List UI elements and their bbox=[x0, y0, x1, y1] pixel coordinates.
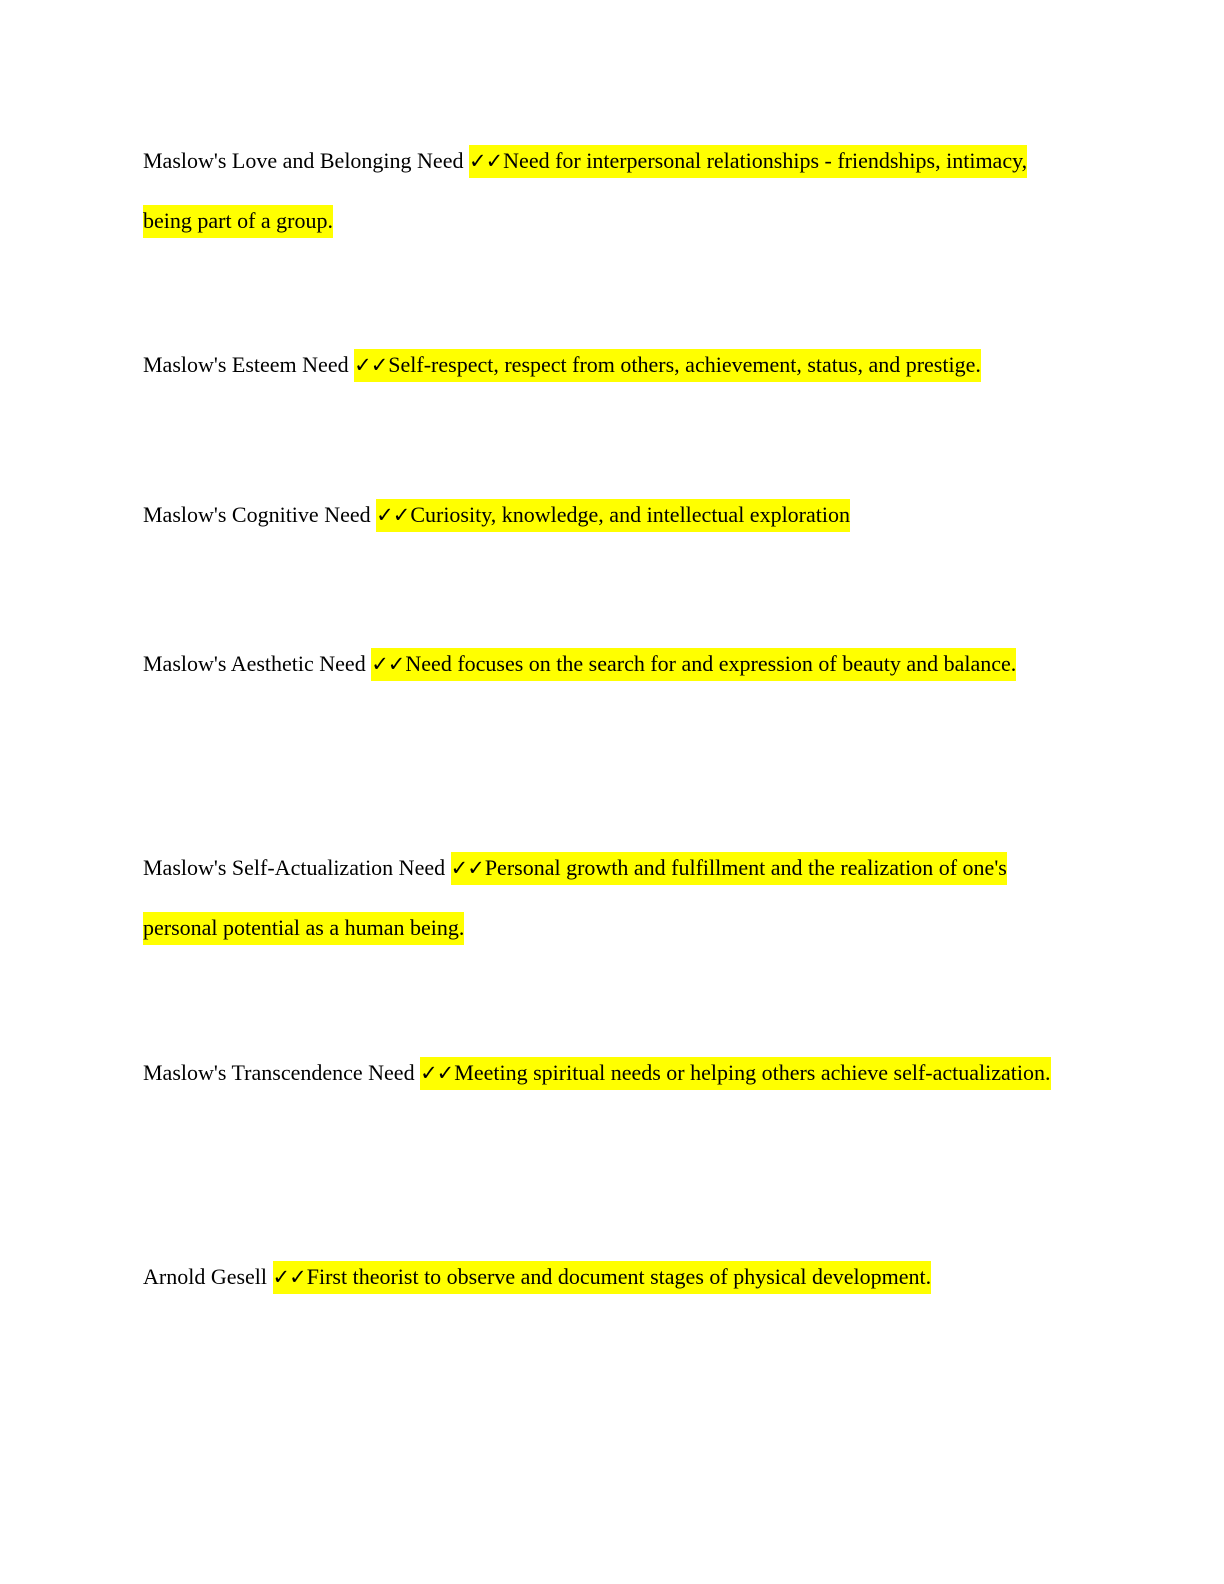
entry-term: Maslow's Transcendence Need bbox=[143, 1060, 415, 1085]
flashcard-entry bbox=[143, 634, 1063, 694]
check-mark-icon: ✓✓ bbox=[354, 353, 388, 377]
entry-answer-highlight bbox=[371, 648, 1016, 681]
entry-term: Maslow's Esteem Need bbox=[143, 352, 349, 377]
entry-definition: Need focuses on the search for and expression of beauty and balance. bbox=[405, 651, 1017, 676]
flashcard-entry bbox=[143, 838, 1063, 957]
check-mark-icon: ✓✓ bbox=[376, 503, 410, 527]
entry-answer-highlight bbox=[376, 499, 850, 532]
entry-definition: Curiosity, knowledge, and intellectual exploration bbox=[410, 502, 851, 527]
entry-definition: Need for interpersonal relationships - friendships, intimacy, being part of a group. bbox=[143, 148, 1028, 233]
entry-definition: Meeting spiritual needs or helping others achieve self-actualization. bbox=[454, 1060, 1051, 1085]
entry-answer-highlight bbox=[354, 349, 981, 382]
entry-definition: First theorist to observe and document stages of physical development. bbox=[306, 1264, 932, 1289]
flashcard-entry bbox=[143, 335, 1063, 395]
flashcard-entry bbox=[143, 485, 1063, 545]
entry-term: Maslow's Aesthetic Need bbox=[143, 651, 366, 676]
flashcard-entry bbox=[143, 1043, 1063, 1103]
check-mark-icon: ✓✓ bbox=[450, 856, 484, 880]
check-mark-icon: ✓✓ bbox=[272, 1265, 306, 1289]
check-mark-icon: ✓✓ bbox=[420, 1061, 454, 1085]
flashcard-entry bbox=[143, 131, 1063, 250]
entry-definition: Personal growth and fulfillment and the realization of one's personal potential as a human being. bbox=[143, 855, 1007, 940]
check-mark-icon: ✓✓ bbox=[371, 652, 405, 676]
check-mark-icon: ✓✓ bbox=[468, 149, 503, 173]
entry-definition: Self-respect, respect from others, achievement, status, and prestige. bbox=[388, 352, 981, 377]
entry-term: Maslow's Self-Actualization Need bbox=[143, 855, 446, 880]
flashcard-entry bbox=[143, 1247, 1063, 1307]
entry-answer-highlight bbox=[273, 1261, 932, 1294]
entry-term: Maslow's Love and Belonging Need bbox=[143, 148, 464, 173]
entry-term: Arnold Gesell bbox=[143, 1264, 268, 1289]
entry-term: Maslow's Cognitive Need bbox=[143, 502, 371, 527]
entry-answer-highlight bbox=[420, 1057, 1050, 1090]
